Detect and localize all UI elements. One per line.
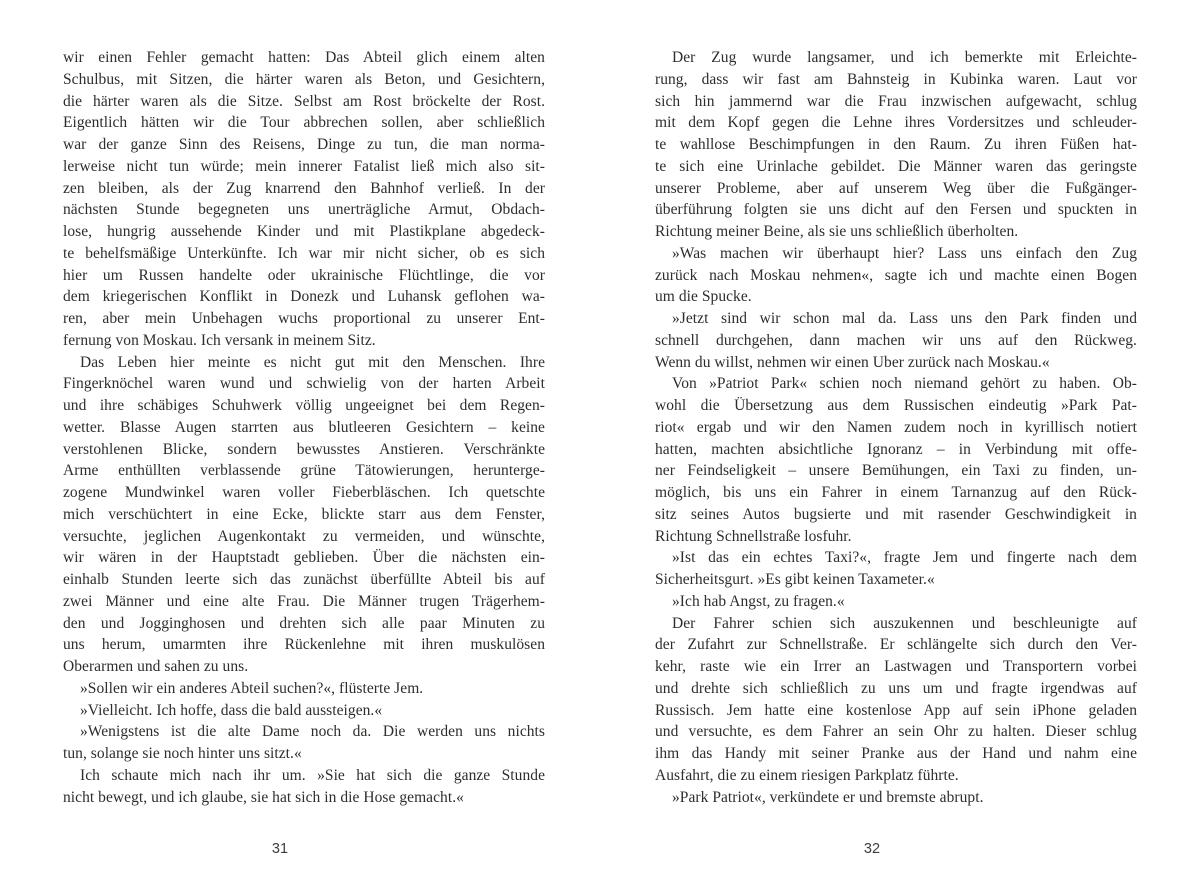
text-line: Sicherheitsgurt. »Es gibt keinen Taxameter.« — [655, 571, 935, 588]
text-line: »Ich hab Angst, zu fragen.« — [672, 592, 845, 610]
text-line: Das Leben hier meinte es nicht gut mit den Menschen. Ihre — [80, 353, 545, 371]
text-line: nicht bewegt, und ich glaube, sie hat sich in die Hose gemacht.« — [63, 788, 464, 806]
text-line: mit dem Kopf gegen die Lehne ihres Vordersitzes und schleuder- — [655, 114, 1137, 132]
text-line: sitz seines Autos bugsierte und mit rasender Geschwindigkeit in — [655, 505, 1137, 523]
text-line: Eigentlich hätten wir die Tour abbrechen sollen, aber schließlich — [63, 114, 545, 132]
text-line: riot« ergab und wir den Namen zudem noch in kyrillisch notiert — [655, 418, 1137, 436]
text-line: um die Spucke. — [655, 288, 752, 306]
text-line: sich hin jammernd war die Frau inzwischen aufgewacht, schlug — [655, 92, 1137, 110]
text-line: schnell durchgehen, dann machen wir uns auf den Rückweg. — [655, 331, 1137, 349]
left-page-text-block — [63, 47, 545, 808]
text-line: und ihre schäbiges Schuhwerk völlig ungeeignet bei dem Regen- — [63, 397, 545, 414]
text-line: »Jetzt sind wir schon mal da. Lass uns den Park finden und — [672, 310, 1137, 327]
text-line: überführung folgten sie uns dicht auf den Fersen und spuckten in — [655, 201, 1137, 219]
text-line: te wahllose Beschimpfungen in den Raum. Zu ihren Füßen hat- — [655, 136, 1137, 153]
text-line: zogene Mundwinkel waren voller Fieberbläschen. Ich quetschte — [63, 484, 545, 501]
text-line: Der Fahrer schien sich auszukennen und beschleunigte auf — [672, 614, 1137, 632]
right-page-text-block — [655, 47, 1137, 808]
text-line: »Sollen wir ein anderes Abteil suchen?«, flüsterte Jem. — [80, 679, 424, 697]
page-number-right: 32 — [863, 841, 881, 857]
text-line: war der ganze Sinn des Reisens, Dinge zu tun, die man norma- — [63, 136, 545, 153]
page-number-left: 31 — [271, 841, 289, 857]
text-line: zurück nach Moskau nehmen«, sagte ich und machte einen Bogen — [655, 266, 1137, 284]
text-line: Ich schaute mich nach ihr um. »Sie hat sich die ganze Stunde — [80, 766, 545, 784]
text-line: unserer Probleme, aber auf unserem Weg über die Fußgänger- — [655, 179, 1137, 197]
text-line: »Was machen wir überhaupt hier? Lass uns einfach den Zug — [672, 244, 1137, 262]
text-line: kehr, raste wie ein Irrer an Lastwagen und Transportern vorbei — [655, 658, 1137, 675]
text-line: te sich eine Urinlache gebildet. Die Männer waren das geringste — [655, 157, 1137, 175]
text-line: versuchte, jeglichen Augenkontakt zu vermeiden, und wünschte, — [63, 527, 545, 545]
text-line: nächsten Stunde begegneten uns unerträgliche Armut, Obdach- — [63, 201, 545, 219]
text-line: »Wenigstens ist die alte Dame noch da. Die werden uns nichts — [80, 723, 545, 741]
text-line: und drehte sich schließlich zu uns um und fragte irgendwas auf — [655, 679, 1137, 697]
text-line: wohl die Übersetzung aus dem Russischen eindeutig »Park Pat- — [655, 397, 1137, 414]
text-line: verstohlenen Blicke, sondern bewusstes Anstieren. Verschränkte — [63, 440, 545, 458]
right-page — [655, 47, 1137, 808]
text-line: Russisch. Jem hatte eine kostenlose App auf sein iPhone geladen — [655, 701, 1137, 719]
left-page — [63, 47, 545, 808]
text-line: »Ist das ein echtes Taxi?«, fragte Jem und fingerte nach dem — [672, 549, 1137, 567]
text-line: Schulbus, mit Sitzen, die härter waren als Beton, und Gesichtern, — [63, 70, 545, 88]
text-line: Der Zug wurde langsamer, und ich bemerkte mit Erleichte- — [672, 49, 1137, 66]
text-line: rung, dass wir fast am Bahnsteig in Kubinka waren. Laut vor — [655, 70, 1137, 88]
text-line: mich verschüchtert in eine Ecke, blickte starr aus dem Fenster, — [63, 505, 545, 523]
text-line: dem kriegerischen Konflikt in Donezk und Luhansk geflohen wa- — [63, 288, 545, 306]
text-line: »Vielleicht. Ich hoffe, dass die bald aussteigen.« — [80, 701, 383, 719]
text-line: wir einen Fehler gemacht hatten: Das Abteil glich einem alten — [63, 49, 545, 66]
text-line: »Park Patriot«, verkündete er und bremste abrupt. — [672, 788, 984, 806]
text-line: einhalb Stunden leerte sich das zunächst überfüllte Abteil bis auf — [63, 571, 545, 588]
text-line: Von »Patriot Park« schien noch niemand gehört zu haben. Ob- — [672, 375, 1137, 393]
text-line: Wenn du willst, nehmen wir einen Uber zurück nach Moskau.« — [655, 353, 1050, 371]
text-line: tun, solange sie noch hinter uns sitzt.« — [63, 745, 302, 762]
text-line: Arme enthüllten verblassende grüne Tätowierungen, herunterge- — [63, 462, 545, 480]
text-line: wetter. Blasse Augen starrten aus blutleeren Gesichtern – keine — [63, 418, 545, 436]
text-line: hier um Russen handelte oder ukrainische Flüchtlinge, die vor — [63, 266, 545, 284]
text-line: hatten, machten absichtliche Ignoranz – in Verbindung mit offe- — [655, 440, 1137, 458]
text-line: te behelfsmäßige Unterkünfte. Ich war mir nicht sicher, ob es sich — [63, 244, 545, 262]
text-line: Fingerknöchel waren wund und schwielig von der harten Arbeit — [63, 375, 545, 393]
text-line: der Zufahrt zur Schnellstraße. Er schlängelte sich durch den Ver- — [655, 636, 1137, 654]
text-line: lerweise nicht tun würde; mein innerer Fatalist ließ mich also sit- — [63, 157, 545, 175]
text-line: ner Feindseligkeit – unsere Bemühungen, ein Taxi zu finden, un- — [655, 462, 1137, 480]
text-line: und versuchte, es dem Fahrer an sein Ohr zu halten. Dieser schlug — [655, 723, 1137, 741]
text-line: ren, aber mein Unbehagen wuchs proportional zu unserer Ent- — [63, 310, 545, 327]
text-line: fernung von Moskau. Ich versank in meinem Sitz. — [63, 331, 376, 349]
text-line: uns herum, umarmten ihre Rückenlehne mit ihren muskulösen — [63, 636, 545, 654]
text-line: den und Jogginghosen und drehten sich alle paar Minuten zu — [63, 614, 545, 632]
text-line: wir wären in der Hauptstadt geblieben. Über die nächsten ein- — [63, 549, 545, 567]
text-line: zwei Männer und eine alte Frau. Die Männer trugen Trägerhem- — [63, 592, 545, 610]
text-line: zen bleiben, als der Zug knarrend den Bahnhof verließ. In der — [63, 179, 545, 197]
text-line: möglich, bis uns ein Fahrer in einem Tarnanzug auf den Rück- — [655, 484, 1137, 501]
text-line: Richtung meiner Beine, als sie uns schließlich überholten. — [655, 223, 1019, 240]
text-line: Oberarmen und sahen zu uns. — [63, 658, 249, 675]
text-line: ihm das Handy mit seiner Pranke aus der Hand und nahm eine — [655, 745, 1137, 762]
text-line: die härter waren als die Sitze. Selbst am Rost bröckelte der Rost. — [63, 92, 545, 110]
text-line: Richtung Schnellstraße losfuhr. — [655, 527, 852, 545]
text-line: lose, hungrig aussehende Kinder und mit Plastikplane abgedeck- — [63, 223, 545, 240]
text-line: Ausfahrt, die zu einem riesigen Parkplatz führte. — [655, 766, 959, 784]
